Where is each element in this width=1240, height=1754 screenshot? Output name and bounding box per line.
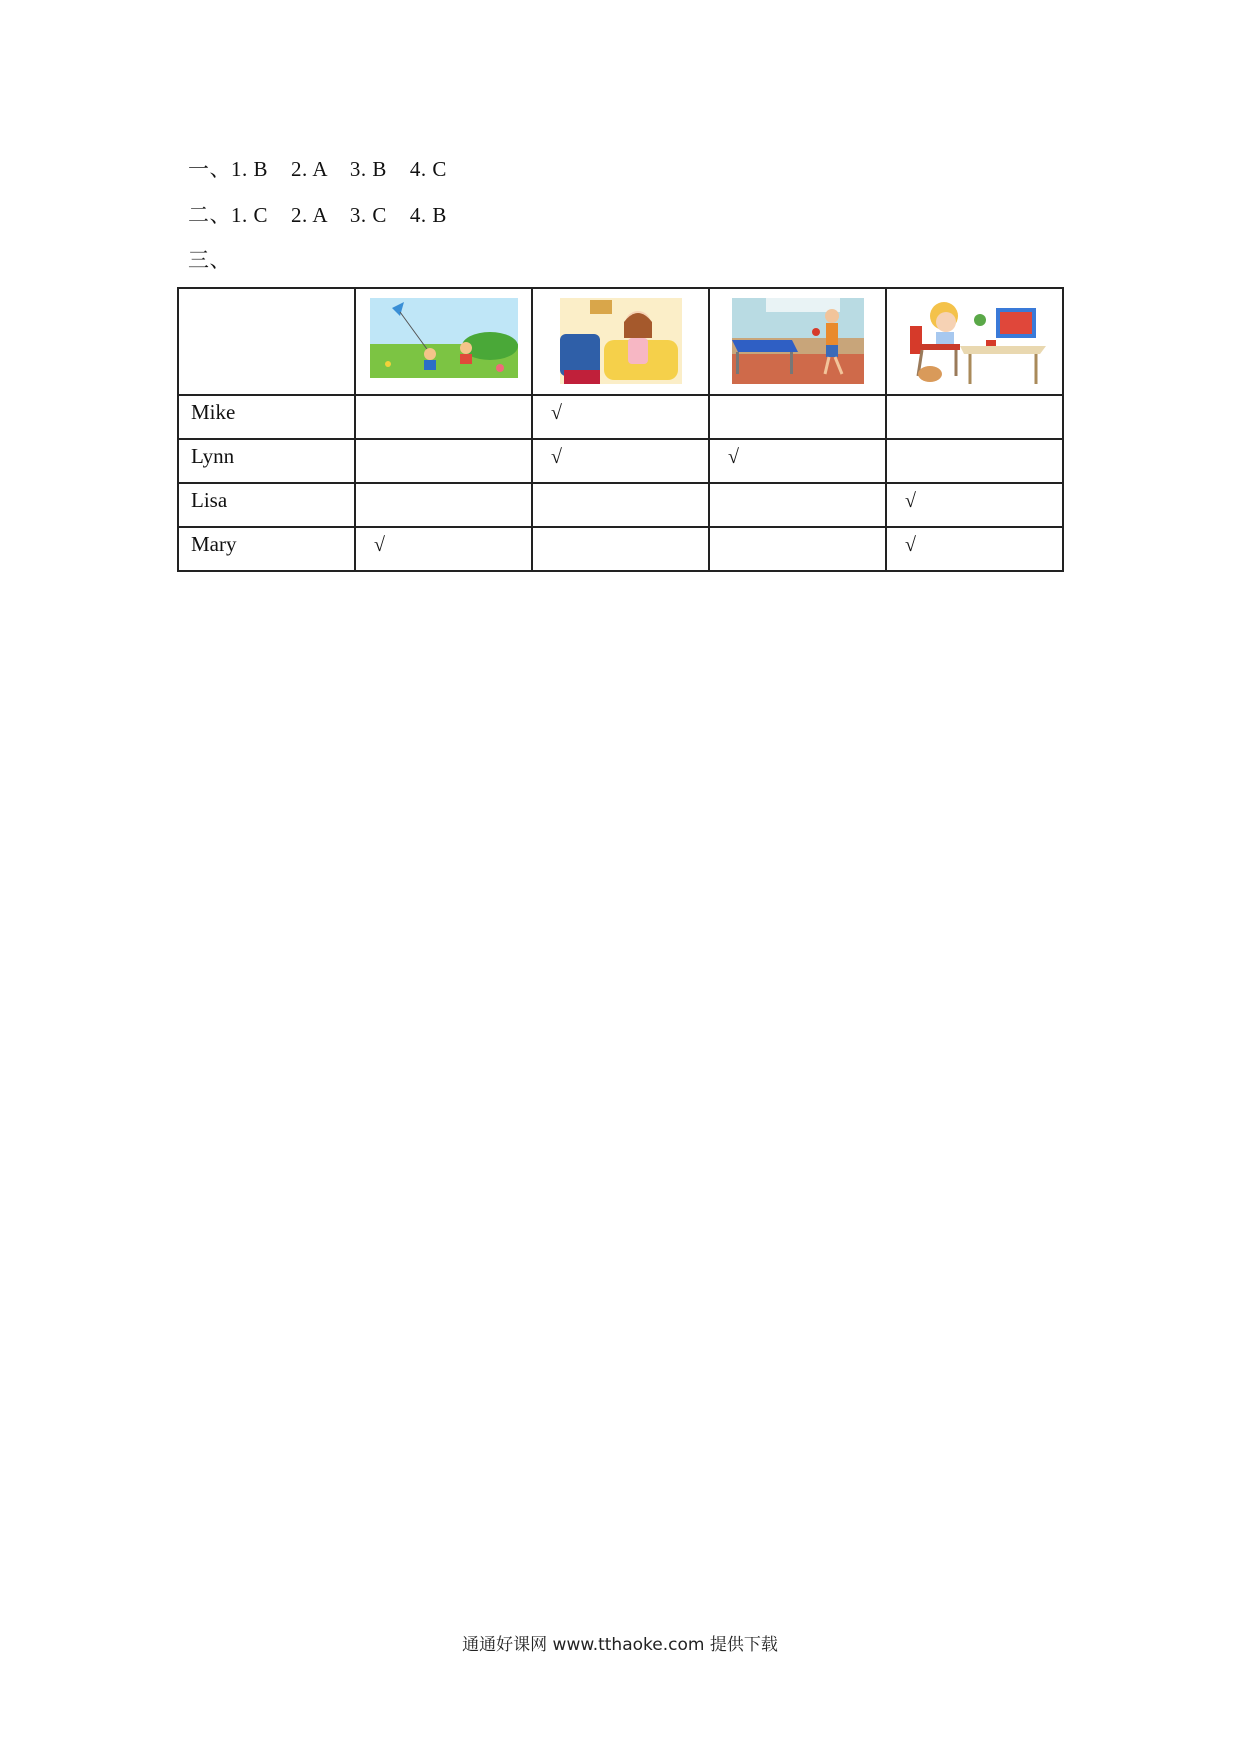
ping-pong-picture xyxy=(732,298,864,384)
header-cell-computer xyxy=(886,288,1063,395)
computer-picture xyxy=(900,298,1050,388)
table-row xyxy=(178,527,1063,571)
check-cell xyxy=(709,483,886,527)
answer-line-3: 三、 xyxy=(188,248,231,272)
check-cell: √ xyxy=(886,527,1063,571)
check-cell xyxy=(886,395,1063,439)
table-row xyxy=(178,483,1063,527)
table-row xyxy=(178,395,1063,439)
header-cell-kite xyxy=(355,288,532,395)
picture-header-row xyxy=(178,288,1063,395)
check-cell xyxy=(532,527,709,571)
header-empty-cell xyxy=(178,288,355,395)
check-cell: √ xyxy=(532,395,709,439)
row-name: Mike xyxy=(178,395,355,439)
check-cell xyxy=(886,439,1063,483)
answer-table xyxy=(177,287,1064,572)
check-cell xyxy=(709,395,886,439)
row-name: Lisa xyxy=(178,483,355,527)
check-cell xyxy=(355,483,532,527)
watching-tv-picture xyxy=(560,298,682,384)
check-cell: √ xyxy=(709,439,886,483)
answer-line-2: 二、1. C 2. A 3. C 4. B xyxy=(188,203,447,227)
check-cell: √ xyxy=(532,439,709,483)
footer-text: 通通好课网 www.tthaoke.com 提供下载 xyxy=(462,1635,778,1655)
table-row xyxy=(178,439,1063,483)
kite-flying-picture xyxy=(370,298,518,378)
answer-line-1: 一、1. B 2. A 3. B 4. C xyxy=(188,157,447,181)
check-cell xyxy=(709,527,886,571)
check-cell xyxy=(355,439,532,483)
check-cell: √ xyxy=(355,527,532,571)
header-cell-tv xyxy=(532,288,709,395)
header-cell-pingpong xyxy=(709,288,886,395)
row-name: Lynn xyxy=(178,439,355,483)
row-name: Mary xyxy=(178,527,355,571)
check-cell xyxy=(532,483,709,527)
check-cell: √ xyxy=(886,483,1063,527)
check-cell xyxy=(355,395,532,439)
